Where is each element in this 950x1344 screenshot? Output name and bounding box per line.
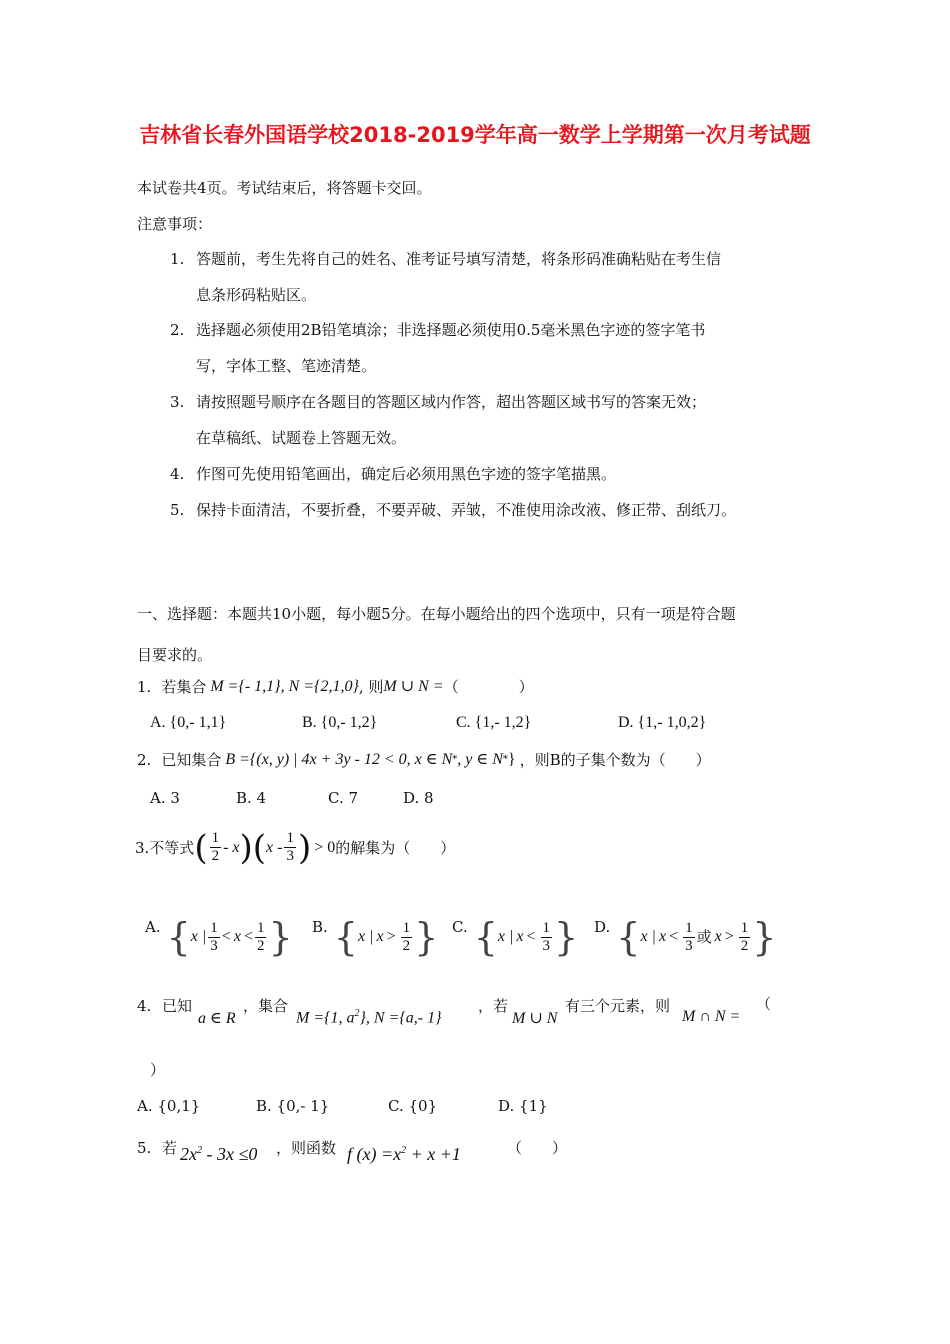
- answer-blank: （ ）: [507, 1139, 568, 1157]
- question-number: 1.: [137, 678, 152, 696]
- fraction: $\frac{1}{2}$: [256, 919, 265, 954]
- question-text: 已知: [162, 997, 193, 1015]
- notice-text-cont: 息条形码粘贴区。: [196, 286, 317, 304]
- left-paren: (: [252, 827, 267, 868]
- fraction: $\frac{1}{3}$: [286, 830, 294, 864]
- answer-blank: （ ）: [443, 678, 534, 696]
- option-b: B. {0,- 1,2}: [302, 714, 378, 731]
- fraction: $\frac{1}{2}$: [740, 919, 749, 954]
- math-expression: M ={1, $a^2$}, N ={a,- 1}: [296, 1008, 442, 1027]
- question-text: 若: [162, 1139, 178, 1157]
- fraction: $\frac{1}{2}$: [211, 830, 220, 864]
- option-d: D. {1,- 1,0,2}: [618, 714, 707, 731]
- option-c: C. 7: [328, 789, 359, 807]
- right-brace: }: [414, 915, 439, 959]
- superscript: *: [502, 754, 508, 765]
- notice-text-cont: 在草稿纸、试题卷上答题无效。: [196, 429, 407, 447]
- math-expression: }: [507, 751, 516, 768]
- notice-number: 4.: [170, 465, 185, 483]
- option-b: B. { x | x > $\frac{1}{2}$ }: [312, 915, 439, 959]
- option-a: A. 3: [150, 789, 180, 807]
- left-brace: {: [473, 915, 498, 959]
- right-paren: ): [297, 827, 312, 868]
- math-expression: $2x^2 - 3x \le 0$: [180, 1144, 258, 1164]
- math-expression: > 0: [314, 838, 336, 856]
- option-d: D. {1}: [498, 1097, 548, 1115]
- fraction: $\frac{1}{3}$: [210, 919, 218, 954]
- fraction: $\frac{1}{3}$: [685, 919, 693, 954]
- notice-number: 5.: [170, 501, 185, 519]
- left-paren: (: [194, 827, 208, 868]
- notice-text: 答题前，考生先将自己的姓名、准考证号填写清楚，将条形码准确粘贴在考生信: [196, 250, 722, 268]
- question-text: 若集合: [161, 678, 207, 696]
- question-text: 有三个元素，则: [565, 997, 671, 1015]
- question-number: 2.: [137, 751, 152, 769]
- notice-number: 3.: [170, 393, 185, 411]
- option-c: C. {0}: [388, 1097, 438, 1115]
- math-expression: , y ∈ N: [457, 751, 503, 768]
- answer-blank-close: ）: [150, 1061, 166, 1079]
- math-expression: M ∩ N =: [682, 1008, 741, 1025]
- left-brace: {: [333, 915, 358, 959]
- right-brace: }: [554, 915, 579, 959]
- superscript: *: [452, 754, 458, 765]
- question-text: ，若: [478, 997, 509, 1015]
- question-number: 5.: [137, 1139, 152, 1157]
- option-b: B. {0,- 1}: [256, 1097, 330, 1115]
- left-brace: {: [616, 915, 641, 959]
- notice-text: 请按照题号顺序在各题目的答题区域内作答，超出答题区域书写的答案无效；: [196, 393, 707, 411]
- option-b: B. 4: [236, 789, 267, 807]
- right-brace: }: [752, 915, 777, 959]
- math-expression: M ={- 1,1}, N ={2,1,0}: [210, 678, 359, 695]
- math-expression: M ∪ N: [512, 1010, 558, 1027]
- notice-text: 保持卡面清洁，不要折叠，不要弄破、弄皱，不准使用涂改液、修正带、刮纸刀。: [196, 501, 737, 519]
- question-text: 的解集为（ ）: [335, 838, 456, 857]
- math-expression: a ∈ R: [198, 1010, 236, 1027]
- question-text: 已知集合: [161, 751, 222, 769]
- fraction: $\frac{1}{3}$: [542, 919, 551, 954]
- question-text: , 则: [358, 678, 384, 696]
- question-text: ，集合: [243, 997, 289, 1015]
- math-expression: f $(x) =x^2 + x +1$: [347, 1144, 461, 1164]
- question-text: ，则函数: [276, 1139, 337, 1157]
- option-d: D. 8: [403, 789, 434, 807]
- math-expression: x -: [266, 838, 283, 856]
- notice-text: 作图可先使用铅笔画出，确定后必须用黑色字迹的签字笔描黑。: [196, 465, 617, 483]
- question-text: 3.不等式: [135, 838, 195, 857]
- section-heading: 一、选择题：本题共10小题，每小题5分。在每小题给出的四个选项中，只有一项是符合题: [137, 605, 736, 623]
- question-3: [135, 827, 456, 868]
- right-brace: }: [268, 915, 293, 959]
- question-1: [137, 677, 534, 697]
- notice-number: 2.: [170, 321, 185, 339]
- option-c: C. {1,- 1,2}: [456, 714, 532, 731]
- left-brace: {: [166, 915, 191, 959]
- option-c: C. { x | x < $\frac{1}{3}$ }: [452, 915, 579, 959]
- section-heading-cont: 目要求的。: [137, 646, 213, 664]
- answer-blank-open: （: [756, 995, 772, 1013]
- notice-text: 选择题必须使用2B铅笔填涂；非选择题必须使用0.5毫米黑色字迹的签字笔书: [196, 321, 706, 339]
- exam-title: 吉林省长春外国语学校2018-2019学年高一数学上学期第一次月考试题: [139, 123, 811, 147]
- option-a: A. {0,1}: [137, 1097, 201, 1115]
- math-expression: B ={(x, y) | 4x + 3y - 12 < 0, x ∈ N: [225, 751, 453, 768]
- right-paren: ): [239, 827, 253, 868]
- question-number: 4.: [137, 997, 152, 1015]
- fraction: $\frac{1}{2}$: [402, 919, 411, 954]
- option-d: D. { x | x < $\frac{1}{3}$ 或 x > $\frac{1}{2}$ }: [594, 915, 777, 959]
- notice-heading: 注意事项：: [137, 215, 213, 233]
- exam-intro: 本试卷共4页。考试结束后，将答题卡交回。: [137, 179, 432, 197]
- option-a: A. { x | $\frac{1}{3}$ < x < $\frac{1}{2}$ }: [145, 915, 293, 959]
- notice-number: 1.: [170, 250, 185, 268]
- math-expression: - x: [223, 838, 240, 856]
- math-expression: M ∪ N =: [383, 678, 444, 695]
- question-2: [137, 750, 711, 770]
- question-text: ，则B的子集个数为（ ）: [519, 751, 711, 769]
- notice-text-cont: 写，字体工整、笔迹清楚。: [196, 357, 377, 375]
- option-a: A. {0,- 1,1}: [150, 714, 227, 731]
